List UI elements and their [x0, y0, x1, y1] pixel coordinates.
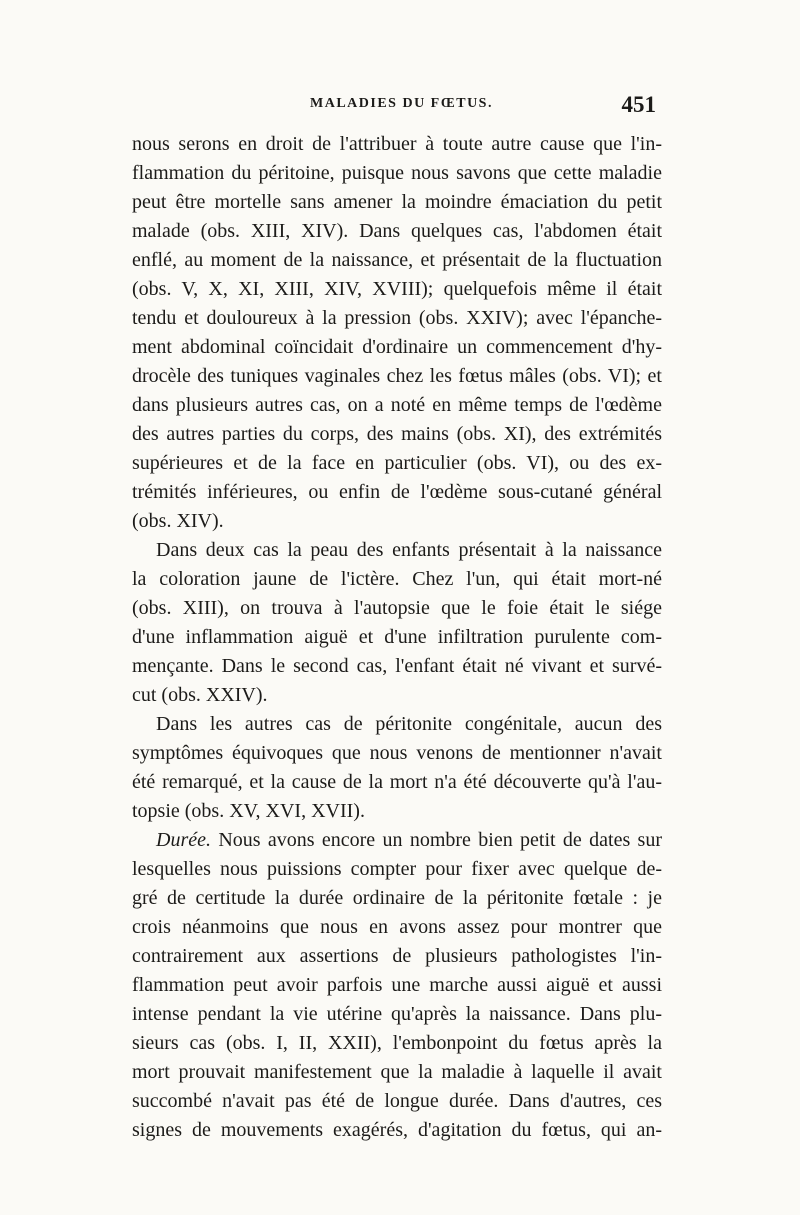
line-text: mençante. Dans le second cas, l'enfant était né vivant et survé-	[132, 655, 662, 677]
line-text: peut être mortelle sans amener la moindre émaciation du petit	[132, 191, 662, 213]
text-line	[132, 507, 662, 536]
text-line	[132, 594, 662, 623]
text-line	[132, 188, 662, 217]
text-line	[132, 391, 662, 420]
line-text: Dans deux cas la peau des enfants présentait à la naissance	[156, 539, 662, 561]
line-text: intense pendant la vie utérine qu'après la naissance. Dans plu-	[132, 1003, 662, 1025]
text-line	[132, 855, 662, 884]
text-line	[132, 246, 662, 275]
line-text: signes de mouvements exagérés, d'agitation du fœtus, qui an-	[132, 1119, 662, 1141]
text-line	[132, 449, 662, 478]
text-line	[132, 536, 662, 565]
text-line	[132, 971, 662, 1000]
line-text: contrairement aux assertions de plusieurs pathologistes l'in-	[132, 945, 662, 967]
line-text: lesquelles nous puissions compter pour fixer avec quelque de-	[132, 858, 662, 880]
line-text: (obs. XIII), on trouva à l'autopsie que le foie était le siége	[132, 597, 662, 619]
text-line	[132, 1058, 662, 1087]
line-text: succombé n'avait pas été de longue durée. Dans d'autres, ces	[132, 1090, 662, 1112]
text-line	[132, 826, 662, 855]
text-line	[132, 217, 662, 246]
text-line	[132, 913, 662, 942]
line-text: flammation peut avoir parfois une marche aussi aiguë et aussi	[132, 974, 662, 996]
text-line	[132, 652, 662, 681]
text-line	[132, 362, 662, 391]
line-text: (obs. V, X, XI, XIII, XIV, XVIII); quelquefois même il était	[132, 278, 662, 300]
text-line	[132, 623, 662, 652]
text-line	[132, 1000, 662, 1029]
text-line	[132, 1029, 662, 1058]
line-text: tendu et douloureux à la pression (obs. XXIV); avec l'épanche-	[132, 307, 662, 329]
text-line	[132, 681, 662, 710]
running-title: MALADIES DU FŒTUS.	[310, 96, 493, 111]
line-text: cut (obs. XXIV).	[132, 684, 268, 706]
line-text: des autres parties du corps, des mains (obs. XI), des extrémités	[132, 423, 662, 445]
line-text: symptômes équivoques que nous venons de mentionner n'avait	[132, 742, 662, 764]
line-text: été remarqué, et la cause de la mort n'a été découverte qu'à l'au-	[132, 771, 662, 793]
line-text: nous serons en droit de l'attribuer à toute autre cause que l'in-	[132, 133, 662, 155]
text-line	[132, 275, 662, 304]
line-text: crois néanmoins que nous en avons assez pour montrer que	[132, 916, 662, 938]
line-text: drocèle des tuniques vaginales chez les fœtus mâles (obs. VI); et	[132, 365, 662, 387]
text-line	[132, 768, 662, 797]
text-line	[132, 797, 662, 826]
line-text: Nous avons encore un nombre bien petit de dates sur	[218, 829, 662, 851]
line-text: la coloration jaune de l'ictère. Chez l'un, qui était mort-né	[132, 568, 662, 590]
text-line	[132, 739, 662, 768]
line-text: Dans les autres cas de péritonite congénitale, aucun des	[156, 713, 662, 735]
text-line	[132, 159, 662, 188]
line-text: mort prouvait manifestement que la maladie à laquelle il avait	[132, 1061, 662, 1083]
text-line	[132, 333, 662, 362]
line-text: sieurs cas (obs. I, II, XXII), l'embonpoint du fœtus après la	[132, 1032, 662, 1054]
line-text: malade (obs. XIII, XIV). Dans quelques cas, l'abdomen était	[132, 220, 662, 242]
line-text: d'une inflammation aiguë et d'une infiltration purulente com-	[132, 626, 662, 648]
text-line	[132, 130, 662, 159]
line-text: ment abdominal coïncidait d'ordinaire un commencement d'hy-	[132, 336, 662, 358]
line-text: (obs. XIV).	[132, 510, 224, 532]
text-line	[132, 1087, 662, 1116]
text-line	[132, 565, 662, 594]
text-line	[132, 1116, 662, 1145]
line-text: enflé, au moment de la naissance, et présentait de la fluctuation	[132, 249, 662, 271]
page-header	[132, 92, 656, 120]
text-line	[132, 304, 662, 333]
line-text: dans plusieurs autres cas, on a noté en même temps de l'œdème	[132, 394, 662, 416]
line-text: trémités inférieures, ou enfin de l'œdème sous-cutané général	[132, 481, 662, 503]
text-line	[132, 710, 662, 739]
line-text: gré de certitude la durée ordinaire de la péritonite fœtale : je	[132, 887, 662, 909]
text-line	[132, 942, 662, 971]
text-line	[132, 884, 662, 913]
body-text	[132, 130, 662, 1145]
text-line	[132, 420, 662, 449]
line-text: topsie (obs. XV, XVI, XVII).	[132, 800, 365, 822]
line-text: supérieures et de la face en particulier (obs. VI), ou des ex-	[132, 452, 662, 474]
section-lead: Durée.	[156, 829, 211, 851]
line-text: flammation du péritoine, puisque nous savons que cette maladie	[132, 162, 662, 184]
page-number: 451	[621, 92, 656, 117]
text-line	[132, 478, 662, 507]
